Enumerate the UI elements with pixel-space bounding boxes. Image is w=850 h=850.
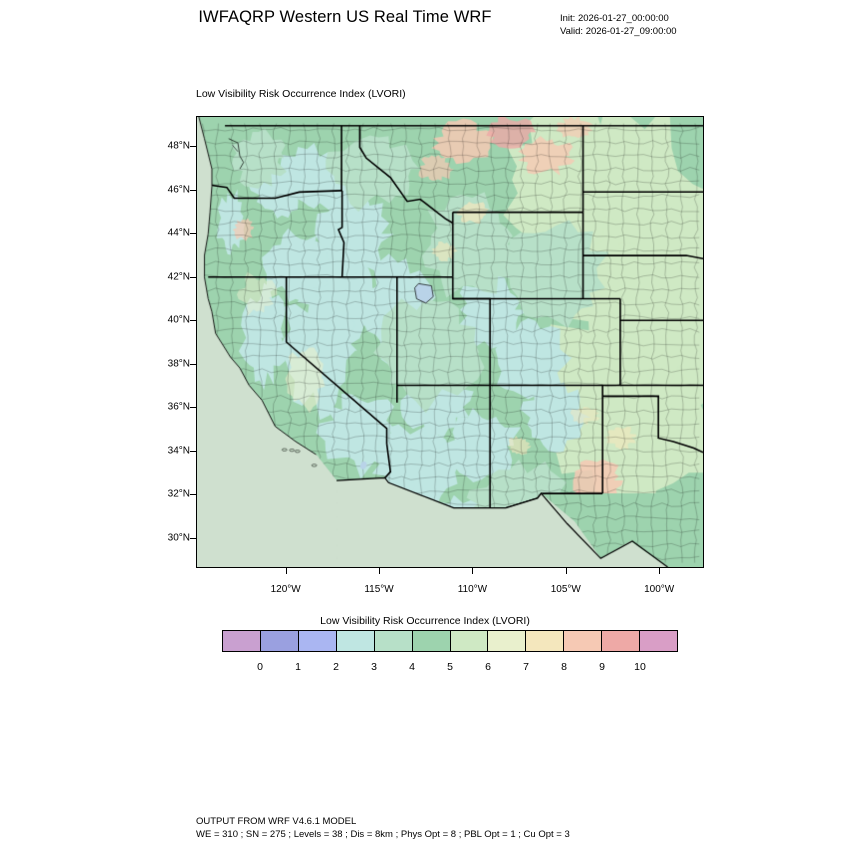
lat-tick-label: 38°N <box>167 358 190 370</box>
lon-tick-mark <box>472 568 473 574</box>
colorbar <box>222 630 678 652</box>
lat-tick-label: 34°N <box>167 445 190 457</box>
colorbar-tick-label: 8 <box>561 661 567 673</box>
lat-tick-label: 48°N <box>167 140 190 152</box>
lat-tick-mark <box>190 146 196 147</box>
map-plot-area <box>196 116 704 568</box>
colorbar-tick-label: 6 <box>485 661 491 673</box>
colorbar-swatch <box>299 631 337 651</box>
colorbar-title: Low Visibility Risk Occurrence Index (LVORI) <box>320 615 530 627</box>
colorbar-tick-label: 7 <box>523 661 529 673</box>
colorbar-tick-label: 2 <box>333 661 339 673</box>
colorbar-tick-label: 9 <box>599 661 605 673</box>
colorbar-swatch <box>488 631 526 651</box>
longitude-axis-labels <box>196 584 704 600</box>
lat-tick-label: 30°N <box>167 532 190 544</box>
lat-tick-mark <box>190 364 196 365</box>
footer-line-1: OUTPUT FROM WRF V4.6.1 MODEL <box>196 816 357 827</box>
colorbar-tick-label: 1 <box>295 661 301 673</box>
footer-line-2: WE = 310 ; SN = 275 ; Levels = 38 ; Dis = 8km ; Phys Opt = 8 ; PBL Opt = 1 ; Cu Opt = 3 <box>196 829 570 840</box>
colorbar-swatch <box>602 631 640 651</box>
lat-tick-mark <box>190 277 196 278</box>
map-canvas <box>197 117 703 567</box>
colorbar-tick-label: 0 <box>257 661 263 673</box>
lat-tick-mark <box>190 233 196 234</box>
lat-tick-label: 46°N <box>167 184 190 196</box>
lon-tick-mark <box>659 568 660 574</box>
colorbar-swatch <box>564 631 602 651</box>
colorbar-tick-label: 4 <box>409 661 415 673</box>
colorbar-swatch <box>375 631 413 651</box>
colorbar-tick-labels <box>222 661 678 677</box>
colorbar-tick-label: 10 <box>634 661 646 673</box>
colorbar-swatch <box>451 631 489 651</box>
lon-tick-mark <box>566 568 567 574</box>
lat-tick-label: 42°N <box>167 271 190 283</box>
lon-tick-label: 110°W <box>457 584 488 595</box>
plot-title: Low Visibility Risk Occurrence Index (LVORI) <box>196 88 406 100</box>
lon-tick-label: 120°W <box>270 584 301 595</box>
lat-tick-mark <box>190 494 196 495</box>
lat-tick-mark <box>190 407 196 408</box>
colorbar-tick-label: 3 <box>371 661 377 673</box>
lon-tick-label: 105°W <box>550 584 581 595</box>
lon-tick-mark <box>379 568 380 574</box>
model-output-footer <box>196 815 570 841</box>
lat-tick-label: 40°N <box>167 314 190 326</box>
colorbar-tick-label: 5 <box>447 661 453 673</box>
colorbar-swatch <box>261 631 299 651</box>
latitude-axis-labels <box>126 116 190 568</box>
lon-tick-mark <box>286 568 287 574</box>
lat-tick-label: 32°N <box>167 488 190 500</box>
colorbar-swatch <box>413 631 451 651</box>
init-valid-block <box>560 12 677 38</box>
lat-tick-mark <box>190 538 196 539</box>
colorbar-swatch <box>223 631 261 651</box>
colorbar-swatch <box>337 631 375 651</box>
colorbar-swatch <box>640 631 677 651</box>
colorbar-swatch <box>526 631 564 651</box>
lat-tick-mark <box>190 451 196 452</box>
lat-tick-mark <box>190 190 196 191</box>
lon-tick-label: 100°W <box>644 584 675 595</box>
lat-tick-label: 36°N <box>167 401 190 413</box>
init-time: Init: 2026-01-27_00:00:00 <box>560 13 669 24</box>
valid-time: Valid: 2026-01-27_09:00:00 <box>560 26 677 37</box>
page-title: IWFAQRP Western US Real Time WRF <box>198 8 492 26</box>
lat-tick-label: 44°N <box>167 227 190 239</box>
lon-tick-label: 115°W <box>364 584 394 595</box>
lat-tick-mark <box>190 320 196 321</box>
